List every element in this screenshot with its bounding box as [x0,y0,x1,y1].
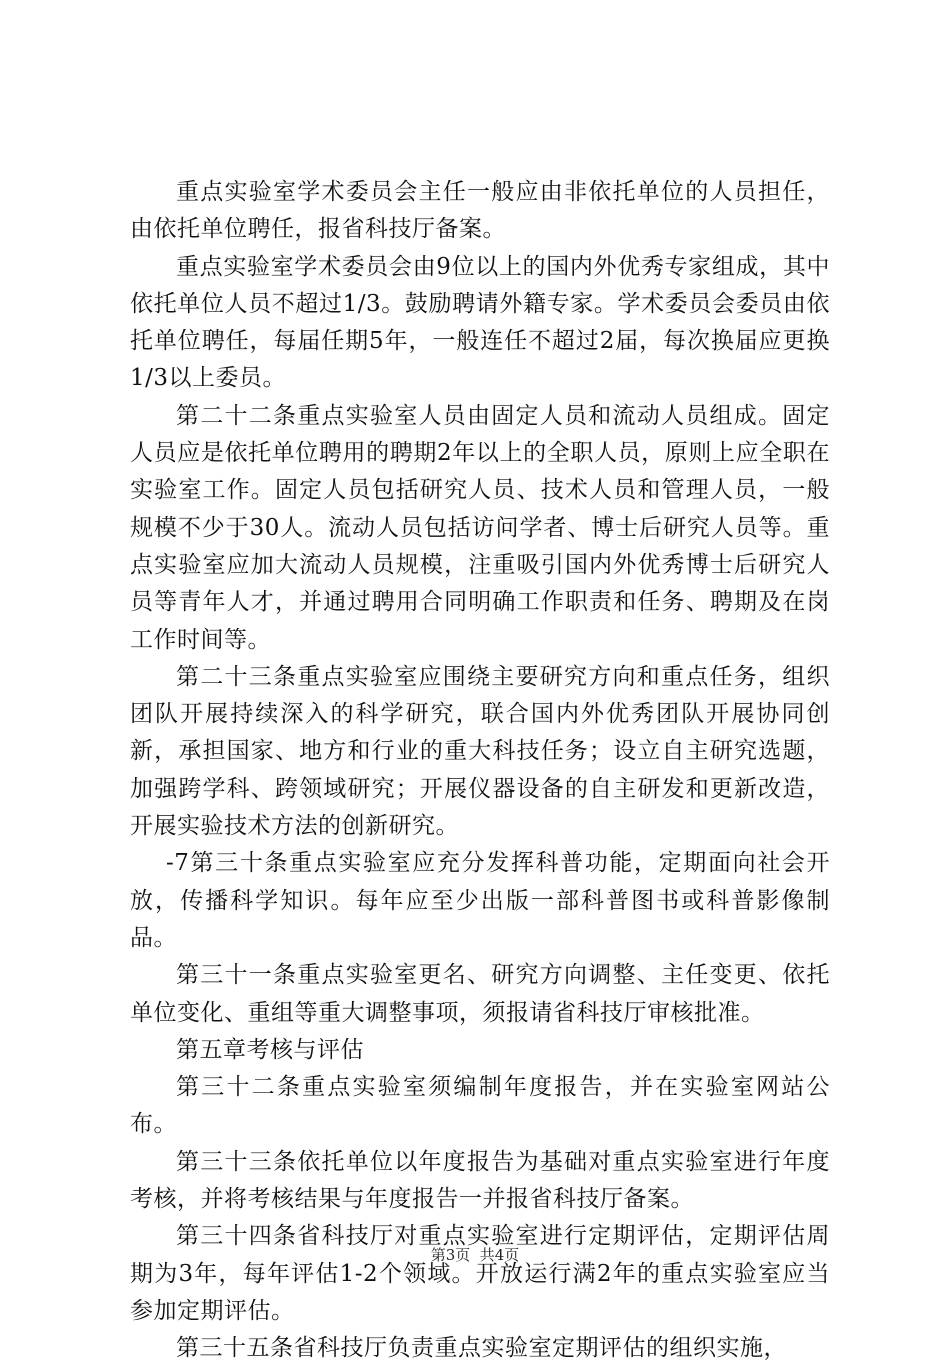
paragraph: 第三十三条依托单位以年度报告为基础对重点实验室进行年度考核，并将考核结果与年度报告一并报省科技厅备案。 [130,1148,830,1213]
paragraph: 第二十二条重点实验室人员由固定人员和流动人员组成。固定人员应是依托单位聘用的聘期2年以上的全职人员，原则上应全职在实验室工作。固定人员包括研究人员、技术人员和管理人员，一般规模不少于30人。流动人员包括访问学者、博士后研究人员等。重点实验室应加大流动人员规模，注重吸引国内外优秀博士后研究人员等青年人才，并通过聘用合同明确工作职责和任务、聘期及在岗工作时间等。 [130,402,830,653]
paragraph: 第三十五条省科技厅负责重点实验室定期评估的组织实施， [176,1335,787,1362]
paragraph: 第三十四条省科技厅对重点实验室进行定期评估，定期评估周期为3年，每年评估1-2个领域。开放运行满2年的重点实验室应当参加定期评估。 [130,1223,830,1324]
body-text [130,174,830,1368]
page-footer [0,1244,950,1265]
paragraph: 重点实验室学术委员会主任一般应由非依托单位的人员担任，由依托单位聘任，报省科技厅备案。 [130,179,830,243]
paragraph: 重点实验室学术委员会由9位以上的国内外优秀专家组成，其中依托单位人员不超过1/3。鼓励聘请外籍专家。学术委员会委员由依托单位聘任，每届任期5年，一般连任不超过2届，每次换届应更换1/3以上委员。 [130,253,830,392]
chapter-heading: 第五章考核与评估 [176,1036,364,1063]
paragraph: 第三十二条重点实验室须编制年度报告，并在实验室网站公布。 [130,1074,830,1138]
paragraph: -7第三十条重点实验室应充分发挥科普功能，定期面向社会开放，传播科学知识。每年应至少出版一部科普图书或科普影像制品。 [130,850,830,951]
paragraph: 第三十一条重点实验室更名、研究方向调整、主任变更、依托单位变化、重组等重大调整事项，须报请省科技厅审核批准。 [130,962,830,1026]
page-number: 第3页 共4页 [430,1246,520,1264]
paragraph: 第二十三条重点实验室应围绕主要研究方向和重点任务，组织团队开展持续深入的科学研究，联合国内外优秀团队开展协同创新，承担国家、地方和行业的重大科技任务；设立自主研究选题，加强跨学科、跨领域研究；开展仪器设备的自主研发和更新改造，开展实验技术方法的创新研究。 [130,663,830,840]
